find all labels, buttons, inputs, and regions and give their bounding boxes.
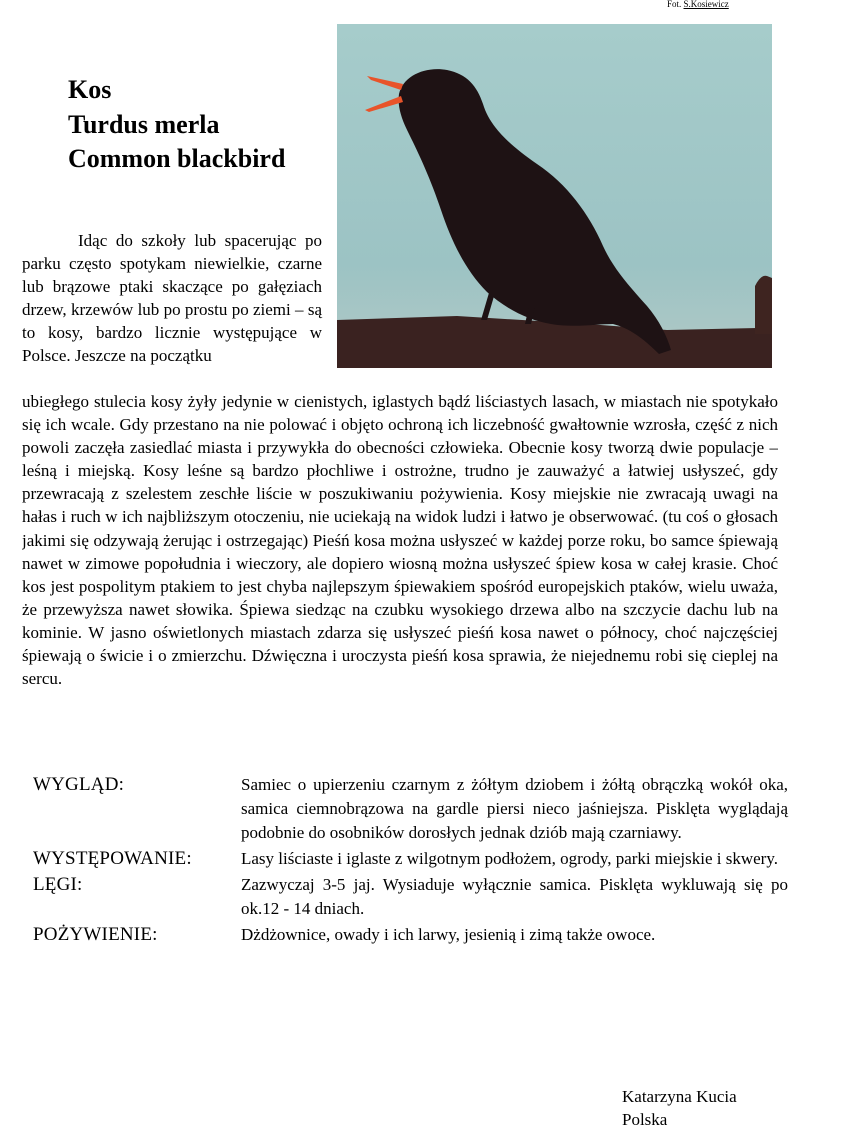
title-latin-name: Turdus merla	[68, 109, 220, 139]
author-country: Polska	[622, 1110, 668, 1129]
fact-row-breeding	[33, 873, 788, 921]
author-name: Katarzyna Kucia	[622, 1087, 737, 1106]
fact-value: Samiec o upierzeniu czarnym z żółtym dziobem i żółtą obrączką wokół oka, samica ciemnobrązowa na gardle piersi nieco jaśniejsza. Pisklęta wyglądają podobnie do osobników dorosłych jednak dziób mają czarniawy.	[241, 775, 788, 842]
photo-credit	[667, 0, 729, 9]
fact-value: Lasy liściaste i iglaste z wilgotnym podłożem, ogrody, parki miejskie i skwery.	[241, 849, 778, 868]
fact-value: Dżdżownice, owady i ich larwy, jesienią i zimą także owoce.	[241, 925, 656, 944]
blackbird-photo	[337, 24, 772, 368]
fact-label: WYSTĘPOWANIE:	[33, 848, 192, 869]
fact-row-appearance	[33, 773, 788, 845]
fact-label: WYGLĄD:	[33, 774, 125, 795]
fact-label: LĘGI:	[33, 874, 83, 895]
fact-row-food	[33, 923, 788, 947]
intro-paragraph: Idąc do szkoły lub spacerując po parku często spotykam niewielkie, czarne lub brązowe ptaki skaczące po gałęziach drzew, krzewów lub po prostu po ziemi – są to kosy, bardzo licznie występujące w Polsce. Jeszcze na początku	[22, 231, 322, 366]
title-polish-name: Kos	[68, 75, 112, 104]
author-block	[622, 1085, 737, 1131]
photo-credit-name: S.Kosiewicz	[683, 0, 729, 9]
photo-credit-prefix: Fot.	[667, 0, 682, 9]
facts-table	[33, 773, 788, 949]
fact-label: POŻYWIENIE:	[33, 924, 158, 945]
title-block	[68, 73, 285, 177]
blackbird-photo-graphic	[337, 24, 772, 368]
fact-row-occurrence	[33, 847, 788, 871]
body-paragraph: ubiegłego stulecia kosy żyły jedynie w cienistych, iglastych bądź liściastych lasach, w miastach nie spotykało się ich wcale. Gdy przestano na nie polować i objęto ochroną ich liczebność gwałtownie wzrosła, część z nich powoli zaczęła zasiedlać miasta i przywykła do obecności człowieka. Obecnie kosy tworzą dwie populacje – leśną i miejską. Kosy leśne są bardzo płochliwe i ostrożne, trudno je zauważyć a łatwiej usłyszeć, gdy przewracają z szelestem zeschłe liście w poszukiwaniu pożywienia. Kosy miejskie nie zwracają uwagi na hałas i ruch w ich najbliższym otoczeniu, nie uciekają na widok ludzi i łatwo je obserwować. (tu coś o głosach jakimi się odzywają żerując i ostrzegając) Pieśń kosa można usłyszeć w każdej porze roku, bo samce śpiewają nawet w zimowe popołudnia i wieczory, ale dopiero wiosną można usłyszeć śpiew kosa w całej krasie. Choć kos jest pospolitym ptakiem to jest chyba najlepszym śpiewakiem spośród europejskich ptaków, wielu uważa, że przewyższa nawet słowika. Śpiewa siedząc na czubku wysokiego drzewa albo na szczycie dachu lub na kominie. W jasno oświetlonych miastach zdarza się usłyszeć pieśń kosa nawet o północy, choć najczęściej śpiewają o świcie i o zmierzchu. Dźwięczna i uroczysta pieśń kosa sprawia, że niejednemu robi się cieplej na sercu.	[22, 392, 778, 689]
fact-value: Zazwyczaj 3-5 jaj. Wysiaduje wyłącznie samica. Pisklęta wykluwają się po ok.12 - 14 dniach.	[241, 875, 788, 918]
title-english-name: Common blackbird	[68, 144, 286, 173]
